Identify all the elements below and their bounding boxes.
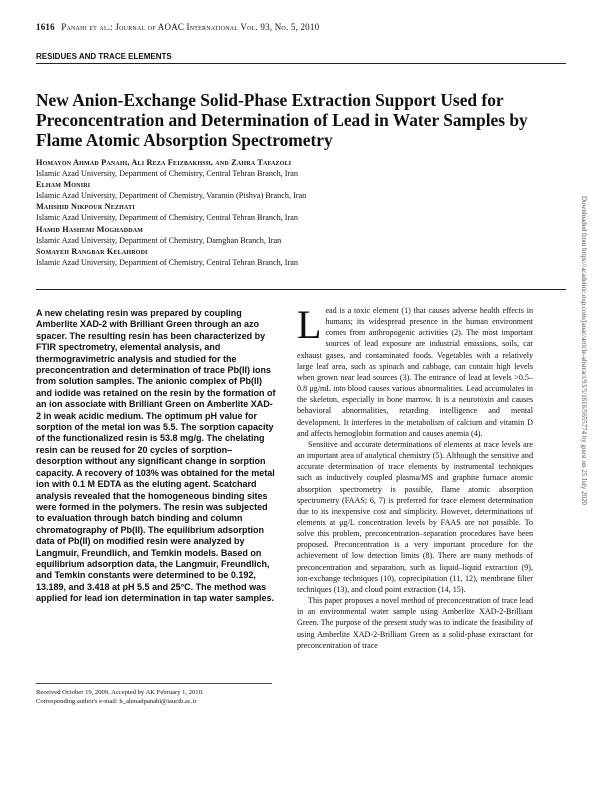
drop-cap: L <box>297 302 322 347</box>
received-note: Received October 19, 2009. Accepted by AK February 1, 2010. <box>36 689 204 696</box>
download-watermark <box>577 196 587 616</box>
page-number: 1616 <box>36 22 55 32</box>
abstract-divider <box>36 289 566 290</box>
author-names: Hamid Hashemi Moghaddam <box>36 224 144 234</box>
author-names: Somayeh Rangbar Kelahrodi <box>36 246 148 256</box>
author-names: Homayon Ahmad Panahi, Ali Reza Feizbakhsh, and Zahra Tafazoli <box>36 158 292 167</box>
running-head <box>36 22 319 32</box>
author-affiliation: Islamic Azad University, Department of Chemistry, Damghan Branch, Iran <box>36 235 282 245</box>
corresponding-author-note: Corresponding author's e-mail: h_ahmadpanahi@iauctb.ac.ir <box>36 698 197 705</box>
author-affiliation: Islamic Azad University, Department of Chemistry, Central Tehran Branch, Iran <box>36 257 298 267</box>
author-affiliation: Islamic Azad University, Department of Chemistry, Varamin (Pishva) Branch, Iran <box>36 191 307 201</box>
author-affiliation: Islamic Azad University, Department of Chemistry, Central Tehran Branch, Iran <box>36 213 298 223</box>
author-names: Mahshid Nikpour Nezhati <box>36 202 135 212</box>
body-paragraph: This paper proposes a novel method of preconcentration of trace lead in an environmental water sample using Amberlite XAD-2-Brilliant Green. The purpose of the present study was to indicate the feasibility of using Amberlite XAD-2-Brilliant Green as a solid-phase extractant for preconcentration of trace <box>297 596 533 650</box>
body-column <box>297 302 533 651</box>
footnote-divider <box>36 683 272 684</box>
section-label: RESIDUES AND TRACE ELEMENTS <box>36 52 172 61</box>
footnotes <box>36 688 296 706</box>
author-affiliation: Islamic Azad University, Department of Chemistry, Central Tehran Branch, Iran <box>36 169 298 179</box>
paragraph-text: ead is a toxic element (1) that causes adverse health effects in humans; its widespread presence in the human environment comes from anthropogenic activities (2). The most important sources of lead exposure are industrial emissions, soils, car exhaust gases, and contaminated foods. Vegetables with a relatively large leaf area, such as spinach and cabbage, can contain high levels when grown near lead sources (3). The entrance of lead at levels >0.5–0.8 μg/mL into blood causes various abnormalities. Lead accumulates in the skeleton, especially in bone marrow. It is a neurotoxin and causes behavioral abnormalities, retarding intelligence and mental development. It interferes in the metabolism of calcium and vitamin D and affects hemoglobin formation and causes anemia (4). <box>297 306 533 438</box>
body-paragraph: Sensitive and accurate determinations of elements at trace levels are an important area of analytical chemistry (5). Although the sensitive and accurate determination of trace elements by instrumental techniques such as inductively coupled plasma/MS and graphite furnace atomic absorption spectrometry is possible, flame atomic absorption spectrometry (FAAS; 6, 7) is preferred for trace element determination due to its inexpensive cost and simplicity. However, determinations of elements at μg/L concentration levels by FAAS are not possible. To solve this problem, preconcentration–separation procedures have been proposed. Preconcentration is a very important procedure for the achievement of low detection limits (8). There are many methods of preconcentration and separation, such as liquid–liquid extraction (9), ion-exchange techniques (10), coprecipitation (11, 12), membrane filter techniques (13), and cloud point extraction (14, 15). <box>297 439 533 594</box>
author-block <box>36 157 556 268</box>
journal-citation: Panahi et al.: Journal of AOAC International Vol. 93, No. 5, 2010 <box>61 22 320 32</box>
body-paragraph <box>297 302 533 439</box>
abstract: A new chelating resin was prepared by coupling Amberlite XAD-2 with Brilliant Green through an azo spacer. The resulting resin has been characterized by FTIR spectrometry, elemental analysis, and thermogravimetric analysis and studied for the preconcentration and determination of trace Pb(II) ions from solution samples. The anionic complex of Pb(II) and iodide was retained on the resin by the formation of an ion associate with Brilliant Green on Amberlite XAD-2 in weak acidic medium. The optimum pH value for sorption of the metal ion was 5.5. The sorption capacity of the functionalized resin is 53.8 mg/g. The chelating resin can be reused for 20 cycles of sorption–desorption without any significant change in sorption capacity. A recovery of 103% was obtained for the metal ion with 0.1 M EDTA as the eluting agent. Scatchard analysis revealed that the homogeneous binding sites were formed in the polymers. The resin was subjected to evaluation through batch binding and column chromatography of Pb(II). The equilibrium adsorption data of Pb(II) on modified resin were analyzed by Langmuir, Freundlich, and Temkin models. Based on equilibrium adsorption data, the Langmuir, Freundlich, and Temkin constants were determined to be 0.192, 13.189, and 3.418 at pH 5.5 and 25°C. The method was applied for lead ion determination in tap water samples. <box>36 308 276 604</box>
article-title: New Anion-Exchange Solid-Phase Extraction Support Used for Preconcentration and Determination of Lead in Water Samples by Flame Atomic Absorption Spectrometry <box>36 90 528 150</box>
header-divider <box>36 63 566 64</box>
download-link-text[interactable]: Downloaded from https://academic.oup.com/jaoac/article-abstract/93/5/1616/5655774 by guest on 25 July 2020 <box>580 196 587 505</box>
author-names: Elham Moniri <box>36 180 91 190</box>
